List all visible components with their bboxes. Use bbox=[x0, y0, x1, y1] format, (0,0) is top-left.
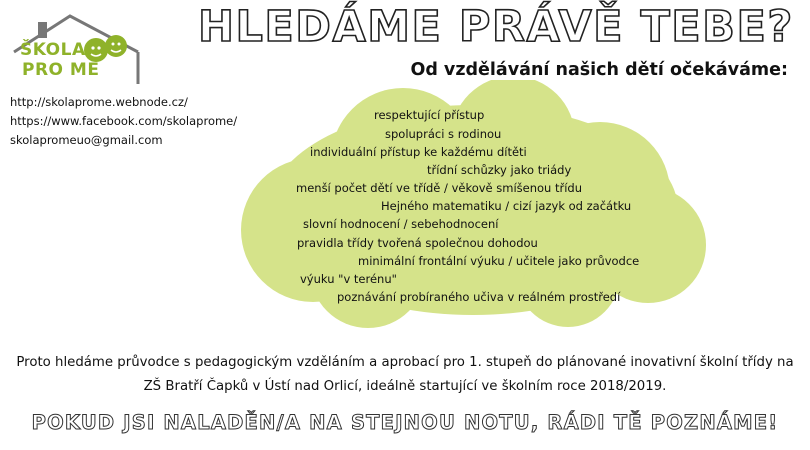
expectation-item: individuální přístup ke každému dítěti bbox=[310, 145, 527, 159]
footer-slogan: POKUD JSI NALADĚN/A NA STEJNOU NOTU, RÁDI TĚ POZNÁME! bbox=[31, 411, 779, 434]
contact-info bbox=[10, 93, 237, 150]
expectation-item: Hejného matematiku / cizí jazyk od začátku bbox=[381, 199, 632, 213]
logo-line-2: PRO MĚ bbox=[22, 60, 100, 80]
expectation-item: minimální frontální výuku / učitele jako průvodce bbox=[358, 254, 640, 268]
expectation-item: poznávání probíraného učiva v reálném prostředí bbox=[337, 290, 621, 304]
expectation-item: menší počet dětí ve třídě / věkově smíšenou třídu bbox=[296, 181, 583, 195]
expectation-item: spolupráci s rodinou bbox=[385, 127, 502, 141]
job-description bbox=[0, 351, 810, 399]
logo-line-1: ŠKOLA bbox=[20, 40, 86, 60]
facebook-link[interactable]: https://www.facebook.com/skolaprome/ bbox=[10, 114, 238, 128]
email-link[interactable]: skolapromeuo@gmail.com bbox=[10, 133, 163, 147]
school-logo bbox=[12, 10, 152, 90]
expectation-item: pravidla třídy tvořená společnou dohodou bbox=[297, 236, 538, 250]
expectation-item: třídní schůzky jako triády bbox=[427, 163, 572, 177]
description-line-2: ZŠ Bratří Čapků v Ústí nad Orlicí, ideálně startující ve školním roce 2018/2019. bbox=[143, 379, 667, 394]
subheadline: Od vzdělávání našich dětí očekáváme: bbox=[410, 60, 788, 80]
expectation-item: respektující přístup bbox=[374, 108, 485, 122]
description-line-1: Proto hledáme průvodce s pedagogickým vzděláním a aprobací pro 1. stupeň do plánované inovativní školní třídy na bbox=[16, 355, 794, 370]
expectation-item: slovní hodnocení / sebehodnocení bbox=[303, 217, 499, 231]
page-headline: HLEDÁME PRÁVĚ TEBE? bbox=[198, 2, 794, 52]
website-link[interactable]: http://skolaprome.webnode.cz/ bbox=[10, 95, 188, 109]
expectation-item: výuku "v terénu" bbox=[300, 272, 397, 286]
